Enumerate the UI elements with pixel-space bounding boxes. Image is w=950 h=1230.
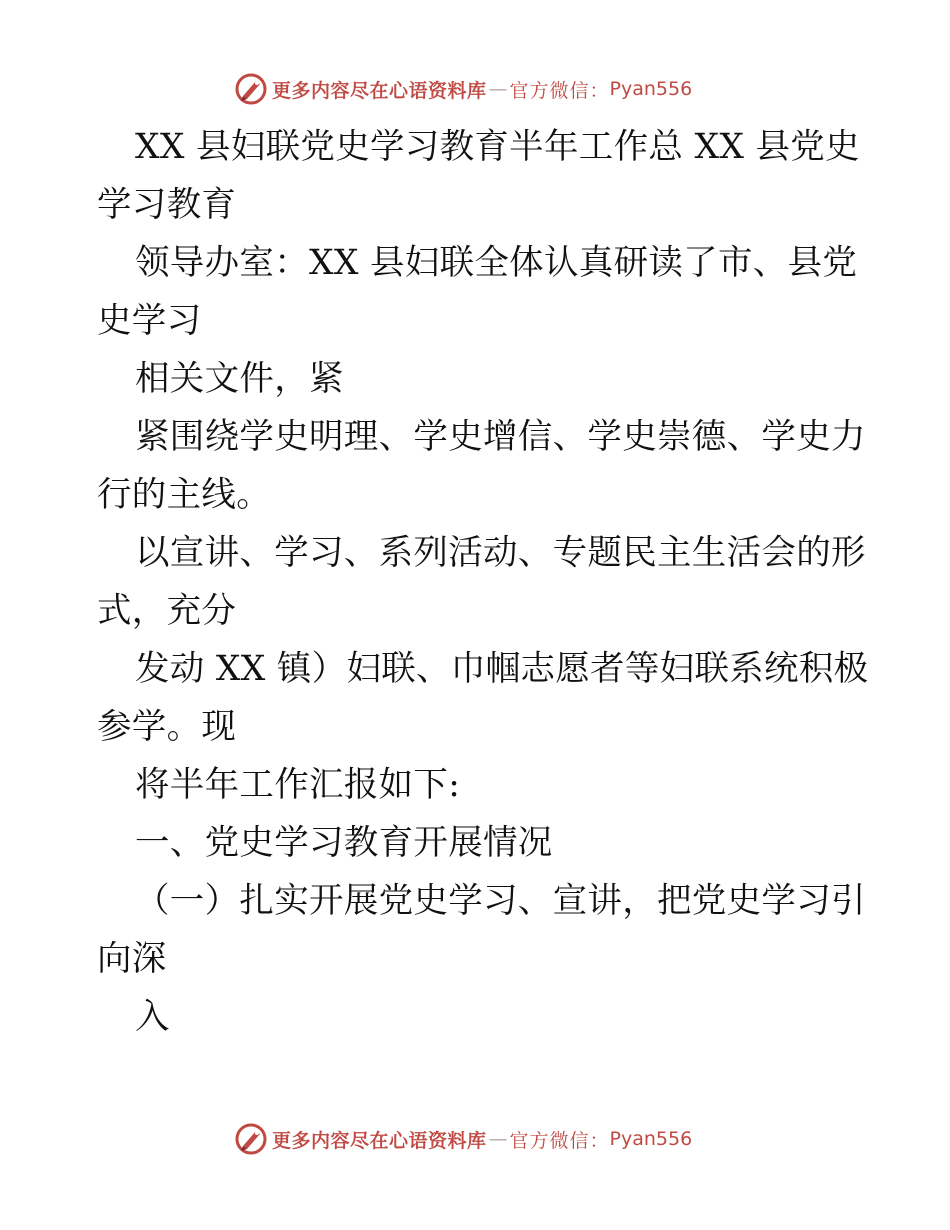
banner-promo-text: 更多内容尽在心语资料库: [272, 1129, 487, 1152]
pen-logo-icon: [234, 72, 268, 106]
pen-logo-icon: [234, 1122, 268, 1156]
banner-official-label: 官方微信：: [509, 79, 610, 102]
paragraph-line: 领导办室：XX 县妇联全体认真研读了市、县党: [135, 243, 858, 283]
document-body: [97, 118, 869, 1046]
paragraph-line: 史学习: [97, 301, 202, 341]
banner-promo-text: 更多内容尽在心语资料库: [272, 79, 487, 102]
paragraph-line: 相关文件，紧: [135, 359, 344, 399]
paragraph-line: 入: [135, 997, 170, 1037]
paragraph-line: 式，充分: [97, 591, 237, 631]
paragraph-line: 发动 XX 镇）妇联、巾帼志愿者等妇联系统积极: [135, 649, 869, 689]
document-title-line-2: 学习教育: [97, 185, 237, 225]
paragraph-line: 以宣讲、学习、系列活动、专题民主生活会的形: [135, 533, 866, 573]
banner-wechat-id: Pyan556: [609, 1128, 693, 1150]
document-title-line-1: XX 县妇联党史学习教育半年工作总 XX 县党史: [135, 127, 860, 167]
header-watermark-banner: [234, 72, 692, 106]
paragraph-line: 紧围绕学史明理、学史增信、学史崇德、学史力: [135, 417, 866, 457]
banner-separator: —: [488, 78, 508, 100]
subsection-heading-continued: 向深: [97, 939, 167, 979]
paragraph-line: 参学。现: [97, 707, 237, 747]
banner-separator: —: [488, 1128, 508, 1150]
paragraph-line: 将半年工作汇报如下:: [135, 765, 461, 805]
banner-wechat-id: Pyan556: [609, 78, 693, 100]
subsection-heading: （一）扎实开展党史学习、宣讲，把党史学习引: [135, 881, 866, 921]
footer-watermark-banner: [234, 1122, 692, 1156]
banner-official-label: 官方微信：: [509, 1129, 610, 1152]
paragraph-line: 行的主线。: [97, 475, 271, 515]
section-heading: 一、党史学习教育开展情况: [135, 823, 553, 863]
